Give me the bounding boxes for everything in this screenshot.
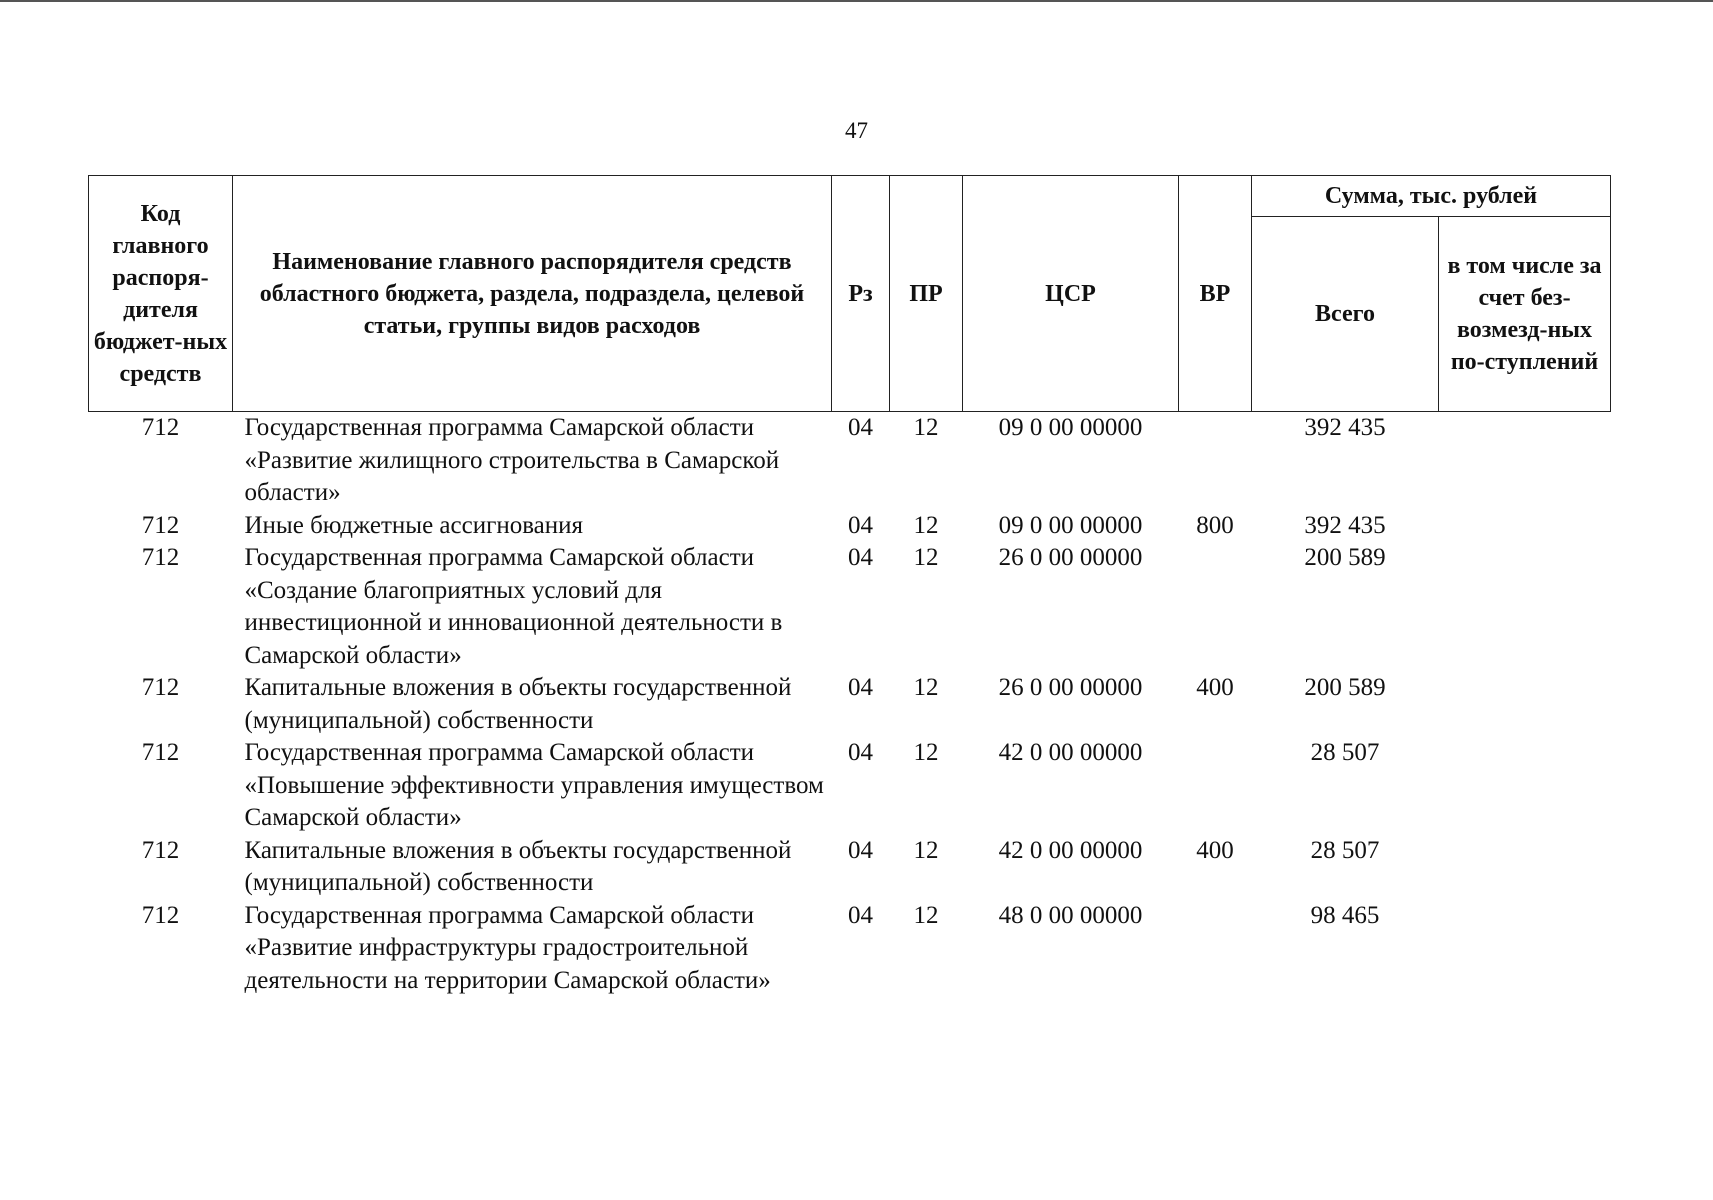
cell-free	[1439, 510, 1611, 543]
cell-name: Капитальные вложения в объекты государственной (муниципальной) собственности	[244, 836, 792, 896]
cell-code: 712	[141, 511, 180, 539]
cell-total: 98 465	[1310, 901, 1380, 929]
cell-vr	[1179, 542, 1252, 672]
cell-total: 28 507	[1310, 836, 1380, 864]
cell-total: 200 589	[1304, 674, 1386, 701]
cell-code: 712	[141, 544, 180, 571]
cell-free	[1439, 737, 1611, 835]
cell-rz: 04	[848, 511, 873, 539]
cell-code: 712	[141, 836, 180, 864]
cell-free	[1439, 672, 1611, 737]
header-sum: Сумма, тыс. рублей	[1252, 176, 1611, 217]
cell-pr: 12	[913, 414, 939, 441]
cell-pr: 12	[913, 739, 939, 766]
cell-name: Государственная программа Самарской области «Создание благоприятных условий для инвестиционной и инновационной деятельности в Самарской области»	[244, 544, 783, 669]
header-free: в том числе за счет без-возмезд-ных по-ступлений	[1439, 217, 1611, 412]
table-body	[89, 412, 1611, 998]
cell-code: 712	[141, 901, 180, 929]
cell-csr: 09 0 00 00000	[998, 511, 1143, 539]
cell-name: Государственная программа Самарской области «Повышение эффективности управления имуществом Самарской области»	[244, 739, 824, 831]
table-header	[89, 176, 1611, 412]
cell-vr: 400	[1196, 836, 1234, 864]
table-row	[89, 542, 1611, 672]
table-row	[89, 510, 1611, 543]
table-row	[89, 737, 1611, 835]
cell-csr: 09 0 00 00000	[998, 414, 1143, 441]
cell-code: 712	[141, 674, 180, 701]
cell-csr: 26 0 00 00000	[998, 544, 1143, 571]
cell-name: Капитальные вложения в объекты государственной (муниципальной) собственности	[244, 674, 792, 734]
cell-total: 28 507	[1310, 739, 1380, 766]
table-row	[89, 672, 1611, 737]
cell-free	[1439, 835, 1611, 900]
cell-name: Государственная программа Самарской области «Развитие жилищного строительства в Самарской области»	[244, 414, 780, 506]
cell-rz: 04	[848, 674, 873, 701]
header-total: Всего	[1252, 217, 1439, 412]
cell-vr	[1179, 412, 1252, 510]
cell-code: 712	[141, 739, 180, 766]
cell-rz: 04	[848, 836, 873, 864]
table-row	[89, 900, 1611, 998]
page-number: 47	[845, 118, 868, 143]
cell-vr: 400	[1196, 674, 1234, 701]
header-code: Код главного распоря-дителя бюджет-ных средств	[89, 176, 233, 412]
cell-vr	[1179, 900, 1252, 998]
table-row	[89, 835, 1611, 900]
cell-vr: 800	[1196, 511, 1234, 539]
header-vr: ВР	[1179, 176, 1252, 412]
cell-rz: 04	[848, 544, 873, 571]
cell-csr: 26 0 00 00000	[998, 674, 1143, 701]
cell-name: Иные бюджетные ассигнования	[244, 511, 584, 539]
cell-free	[1439, 542, 1611, 672]
cell-free	[1439, 900, 1611, 998]
cell-csr: 42 0 00 00000	[998, 739, 1143, 766]
cell-pr: 12	[913, 511, 939, 539]
budget-table	[88, 175, 1611, 997]
header-csr: ЦСР	[963, 176, 1179, 412]
cell-csr: 42 0 00 00000	[998, 836, 1143, 864]
cell-total: 392 435	[1304, 414, 1386, 441]
cell-rz: 04	[848, 739, 873, 766]
cell-total: 392 435	[1304, 511, 1386, 539]
cell-pr: 12	[913, 901, 939, 929]
cell-pr: 12	[913, 674, 939, 701]
table-row	[89, 412, 1611, 510]
header-name: Наименование главного распорядителя средств областного бюджета, раздела, подраздела, целевой статьи, группы видов расходов	[233, 176, 832, 412]
cell-code: 712	[141, 414, 180, 441]
cell-vr	[1179, 737, 1252, 835]
cell-rz: 04	[848, 901, 873, 929]
cell-free	[1439, 412, 1611, 510]
cell-csr: 48 0 00 00000	[998, 901, 1143, 929]
cell-pr: 12	[913, 544, 939, 571]
cell-pr: 12	[913, 836, 939, 864]
cell-rz: 04	[848, 414, 873, 441]
header-rz: Рз	[832, 176, 890, 412]
page-top-edge	[0, 0, 1713, 2]
cell-name: Государственная программа Самарской области «Развитие инфраструктуры градостроительной деятельности на территории Самарской области»	[244, 901, 771, 994]
cell-total: 200 589	[1304, 544, 1386, 571]
header-pr: ПР	[890, 176, 963, 412]
